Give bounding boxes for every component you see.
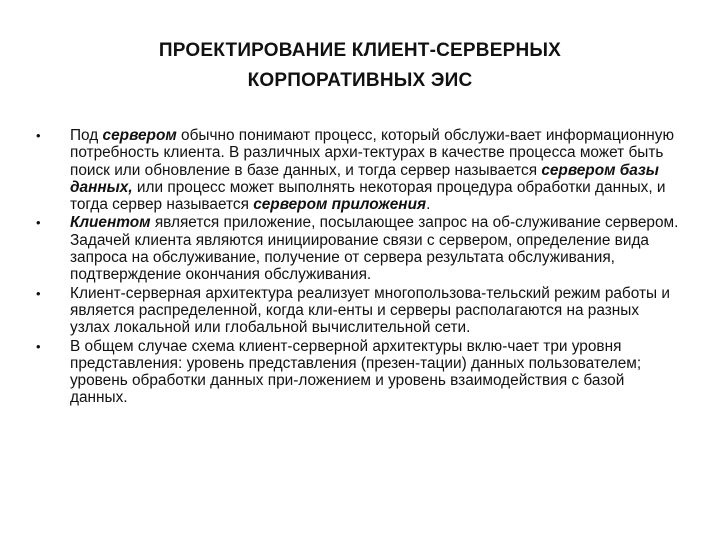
text-run: Под xyxy=(70,127,103,144)
term-server: сервером xyxy=(102,127,177,144)
bullet-icon: • xyxy=(36,338,41,354)
text-run: Клиент-серверная архитектура реализует многопользова-тельский режим работы и является распределенной, когда кли-енты и серверы располагаются на разных узлах локальной или глобальной вычислительной сети. xyxy=(70,284,670,337)
term-database-server: сервером базы данных, xyxy=(70,161,659,196)
term-client: Клиентом xyxy=(70,214,151,232)
bullet-item-levels xyxy=(36,338,682,407)
text-run: обычно понимают процесс, который обслужи-вает информационную потребность клиента. В различных архи-тектурах в качестве процесса может быть поиск или обновление в базе данных, и тогда сервер называется xyxy=(70,127,675,179)
text-run: является приложение, посылающее запрос на об-служивание сервером. Задачей клиента являются инициирование связи с сервером, определение вида запроса на обслуживание, получение от сервера результата обслуживания, подтверждение окончания обслуживания. xyxy=(70,214,679,284)
bullet-item-client xyxy=(36,214,682,283)
bullet-icon: • xyxy=(36,285,41,301)
text-run: или процесс может выполнять некоторая процедура обработки данных, и тогда сервер называется xyxy=(70,178,666,214)
bullet-item-architecture xyxy=(36,285,682,337)
bullet-list xyxy=(36,127,682,408)
title-line-2: КОРПОРАТИВНЫХ ЭИС xyxy=(247,70,473,91)
bullet-icon: • xyxy=(36,215,41,231)
bullet-item-server xyxy=(36,127,682,213)
slide-title xyxy=(60,36,660,96)
text-run: . xyxy=(426,196,431,214)
title-line-1: ПРОЕКТИРОВАНИЕ КЛИЕНТ-СЕРВЕРНЫХ xyxy=(158,40,562,61)
bullet-icon: • xyxy=(36,128,41,143)
term-application-server: сервером приложения xyxy=(253,196,427,214)
text-run: В общем случае схема клиент-серверной архитектуры вклю-чает три уровня представления: уровень представления (презен-тации) данных пользователем; уровень обработки данных при-ложением и уровень взаимодействия с базой данных. xyxy=(70,337,642,407)
